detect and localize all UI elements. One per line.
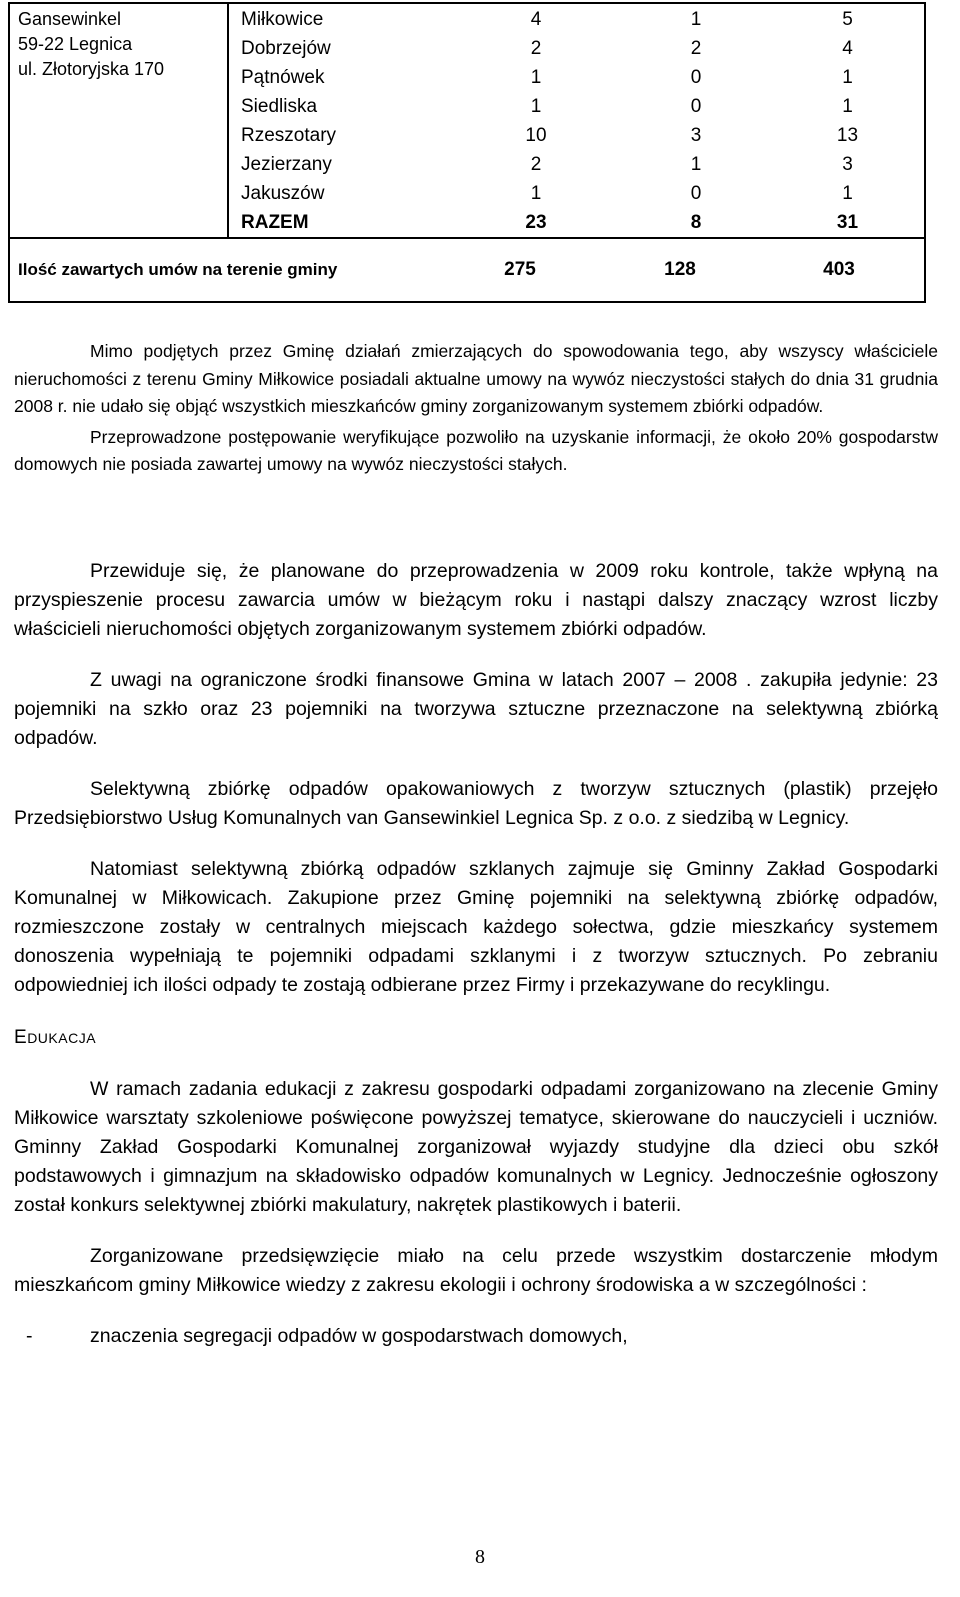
value-a: 1 bbox=[530, 67, 542, 88]
value-c: 1 bbox=[842, 67, 853, 88]
section-heading-edukacja bbox=[14, 1023, 938, 1053]
value-c: 3 bbox=[842, 154, 853, 175]
value-a: 2 bbox=[530, 154, 542, 175]
table-row bbox=[229, 34, 924, 63]
value-c: 1 bbox=[842, 96, 853, 117]
paragraph: Natomiast selektywną zbiórką odpadów szklanych zajmuje się Gminny Zakład Gospodarki Komunalnej w Miłkowicach. Zakupione przez Gminę pojemniki na selektywną zbiórkę odpadów, rozmieszczone zostały w centralnych miejscach każdego sołectwa, gdzie mieszkańcy systemem donoszenia wypełniają te pojemniki odpadami szklanymi i z tworzyw sztucznych. Po zebraniu odpowiedniej ich ilości odpady te zostają odbierane przez Firmy i przekazywane do recyklingu. bbox=[14, 858, 938, 996]
value-a: 10 bbox=[525, 125, 547, 146]
page-number: 8 bbox=[475, 1546, 485, 1568]
table-row bbox=[229, 63, 924, 92]
paragraph: Z uwagi na ograniczone środki finansowe Gmina w latach 2007 – 2008 . zakupiła jedynie: 23 pojemniki na szkło oraz 23 pojemniki na tworzywa sztuczne przeznaczone na selektywną zbiórką odpadów. bbox=[14, 669, 938, 749]
value-c: 4 bbox=[842, 38, 853, 59]
bullet-dash: - bbox=[26, 1325, 33, 1347]
paragraph: Przewiduje się, że planowane do przeprowadzenia w 2009 roku kontrole, także wpłyną na przyspieszenie procesu zawarcia umów w bieżącym roku i nastąpi dalszy znaczący wzrost liczby właścicieli nieruchomości objętych zorganizowanym systemem zbiórki odpadów. bbox=[14, 560, 938, 640]
total-row bbox=[229, 208, 924, 237]
value-b: 3 bbox=[690, 125, 702, 146]
table-row bbox=[229, 121, 924, 150]
value-c: 13 bbox=[836, 125, 859, 146]
address-line: ul. Złotoryjska 170 bbox=[18, 59, 165, 79]
value-a: 2 bbox=[530, 38, 542, 59]
contracts-b: 128 bbox=[664, 259, 696, 280]
list-item bbox=[14, 1322, 938, 1351]
village-data-cell bbox=[228, 3, 925, 238]
value-a: 4 bbox=[530, 9, 542, 30]
village-name: Jezierzany bbox=[241, 154, 332, 175]
village-name: Miłkowice bbox=[241, 9, 324, 30]
value-c: 5 bbox=[842, 9, 853, 30]
table-row bbox=[229, 179, 924, 208]
table-row bbox=[229, 150, 924, 179]
value-a: 1 bbox=[530, 183, 542, 204]
village-table bbox=[229, 5, 924, 237]
paragraph: Mimo podjętych przez Gminę działań zmierzających do spowodowania tego, aby wszyscy właściciele nieruchomości z terenu Gminy Miłkowice posiadali aktualne umowy na wywóz nieczystości stałych do dnia 31 grudnia 2008 r. nie udało się objąć wszystkich mieszkańców gminy zorganizowanym systemem zbiórki odpadów. bbox=[14, 341, 938, 416]
list-item-text: znaczenia segregacji odpadów w gospodarstwach domowych, bbox=[90, 1325, 628, 1347]
value-b: 2 bbox=[690, 38, 702, 59]
total-b: 8 bbox=[690, 212, 702, 233]
paragraph: Przeprowadzone postępowanie weryfikujące pozwoliło na uzyskanie informacji, że około 20% gospodarstw domowych nie posiada zawartej umowy na wywóz nieczystości stałych. bbox=[14, 426, 938, 474]
village-name: Siedliska bbox=[241, 96, 318, 117]
value-b: 0 bbox=[690, 183, 702, 204]
contracts-label: Ilość zawartych umów na terenie gminy bbox=[18, 260, 338, 279]
village-name: Jakuszów bbox=[241, 183, 325, 204]
total-a: 23 bbox=[525, 212, 547, 233]
body-text-block-1 bbox=[14, 338, 938, 479]
address-line: Gansewinkel bbox=[18, 9, 122, 29]
contracts-cell bbox=[9, 238, 925, 302]
paragraph: Selektywną zbiórkę odpadów opakowaniowych z tworzyw sztucznych (plastik) przejęło Przedsiębiorstwo Usług Komunalnych van Gansewinkiel Legnica Sp. z o.o. z siedzibą w Legnicy. bbox=[14, 778, 938, 829]
contracts-c: 403 bbox=[823, 259, 855, 280]
value-c: 1 bbox=[842, 183, 853, 204]
value-b: 1 bbox=[690, 154, 702, 175]
contracts-row bbox=[9, 238, 925, 302]
table-row bbox=[229, 5, 924, 34]
value-b: 0 bbox=[690, 96, 702, 117]
heading-initial: E bbox=[14, 1027, 28, 1048]
paragraph: W ramach zadania edukacji z zakresu gospodarki odpadami zorganizowano na zlecenie Gminy Miłkowice warsztaty szkoleniowe poświęcone powyższej tematyce, skierowane do nauczycieli i uczniów. Gminny Zakład Gospodarki Komunalnej zorganizował wyjazdy studyjne dla dzieci obu szkół podstawowych i gimnazjum na składowisko odpadów komunalnych w Legnicy. Jednocześnie ogłoszony został konkurs selektywnej zbiórki makulatury, nakrętek plastikowych i baterii. bbox=[14, 1078, 938, 1216]
total-label: RAZEM bbox=[241, 212, 309, 233]
value-b: 1 bbox=[690, 9, 702, 30]
value-a: 1 bbox=[530, 96, 542, 117]
village-name: Rzeszotary bbox=[241, 125, 337, 146]
address-line: 59-22 Legnica bbox=[18, 34, 133, 54]
company-address-cell bbox=[9, 3, 228, 238]
table-row bbox=[229, 92, 924, 121]
contracts-a: 275 bbox=[504, 259, 536, 280]
value-b: 0 bbox=[690, 67, 702, 88]
body-text-block-2 bbox=[14, 557, 938, 1351]
total-c: 31 bbox=[836, 212, 859, 233]
heading-rest: DUKACJA bbox=[27, 1030, 97, 1046]
collection-stats-table bbox=[8, 2, 926, 303]
village-name: Pątnówek bbox=[241, 67, 325, 88]
village-name: Dobrzejów bbox=[241, 38, 331, 59]
paragraph: Zorganizowane przedsięwzięcie miało na celu przede wszystkim dostarczenie młodym mieszkańcom gminy Miłkowice wiedzy z zakresu ekologii i ochrony środowiska a w szczególności : bbox=[14, 1245, 938, 1296]
